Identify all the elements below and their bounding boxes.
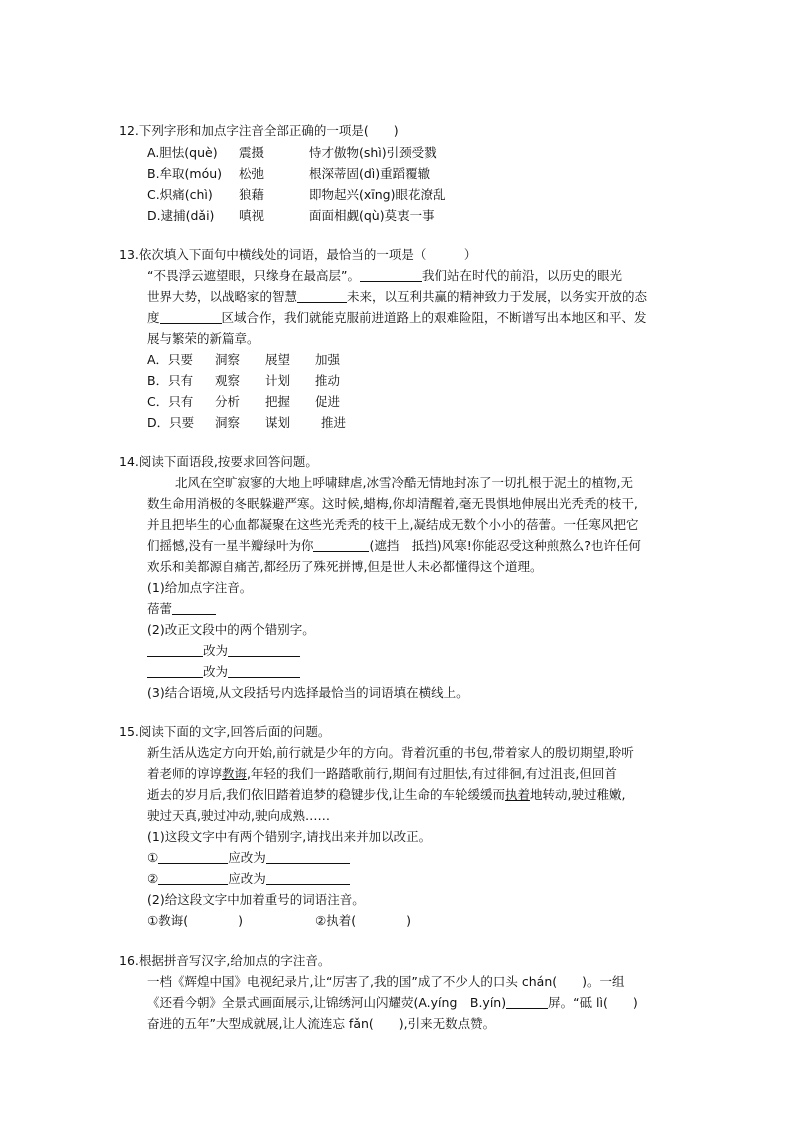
q13-option-word: 加强 (315, 352, 341, 367)
q15-passage-line (147, 787, 625, 803)
q13-option-word: 推进 (321, 415, 347, 430)
q15-sub1-answer-1 (147, 850, 350, 866)
q15-passage-line (147, 766, 617, 782)
q15-passage-line: 驶过天真,驶过冲动,驶向成熟…… (147, 808, 330, 823)
q13-passage-line: 展与繁荣的新篇章。 (147, 331, 260, 346)
q13-passage-line (147, 310, 647, 326)
q15-correct-blank-1[interactable] (266, 850, 350, 864)
q14-sub1-answer (147, 601, 216, 617)
q12-option-b-word2: 松弛 (239, 166, 265, 181)
q14-correct-blank-1[interactable] (228, 643, 300, 657)
q12-option-a-word3: 恃才傲物(shì)引颈受戮 (309, 145, 437, 160)
q14-change-label: 改为 (203, 643, 229, 658)
q15-sub2: (2)给这段文字中加着重号的词语注音。 (147, 892, 365, 907)
q14-passage-line: 欢乐和美都源自痛苦,都经历了殊死拼博,但是世人未必都懂得这个道理。 (147, 559, 543, 574)
q14-sub1-blank[interactable] (172, 601, 216, 615)
q15-emphasis-word-2: 执着 (504, 787, 530, 802)
q16-text: 屏。“砥 lì( ) (548, 995, 638, 1010)
q13-text: 未来，以互利共赢的精神致力于发展，以务实开放的态 (347, 289, 648, 304)
q13-stem: 13.依次填入下面句中横线处的词语，最恰当的一项是（ ） (119, 247, 477, 262)
q13-option-a (147, 352, 340, 368)
q14-correct-blank-2[interactable] (228, 664, 300, 678)
q13-blank-2[interactable] (297, 289, 347, 303)
q13-option-word: 推动 (315, 373, 341, 388)
q15-wrong-blank-2[interactable] (158, 871, 228, 885)
q12-option-d-word: D.逮捕(dǎi) (147, 208, 215, 223)
q15-circle-1: ① (147, 850, 159, 865)
q13-text: “不畏浮云遮望眼，只缘身在最高层”。 (147, 268, 360, 283)
q16-passage-line: 一档《辉煌中国》电视纪录片,让“厉害了,我的国”成了不少人的口头 chán( )。一组 (147, 974, 625, 989)
q13-blank-1[interactable] (360, 268, 422, 282)
q13-option-word: 洞察 (215, 352, 241, 367)
q16-choice-blank[interactable] (506, 995, 548, 1009)
q13-option-word: C．只有 (147, 394, 194, 409)
q12-option-d-word2: 嗔视 (239, 208, 265, 223)
q13-option-word: 谋划 (265, 415, 291, 430)
q15-correct-blank-2[interactable] (266, 871, 350, 885)
q12-option-a-word2: 震摄 (239, 145, 265, 160)
q13-text: 区域合作，我们就能克服前进道路上的艰难险阻，不断谱写出本地区和平、发 (221, 310, 647, 325)
q13-text: 世界大势，以战略家的智慧 (147, 289, 298, 304)
q16-passage-line (147, 995, 638, 1011)
q13-option-word: D．只要 (147, 415, 195, 430)
q12-option-c-word: C.炽痛(chì) (147, 187, 213, 202)
q14-sub2-answer-2 (147, 664, 300, 680)
q15-text: 着老师的谆谆 (147, 766, 223, 781)
q14-text: 们摇憾,没有一星半瓣绿叶为你 (147, 538, 314, 553)
q14-wrong-blank-1[interactable] (147, 643, 203, 657)
q14-sub1-word: 蓓蕾 (147, 601, 173, 616)
q13-option-word: 观察 (215, 373, 241, 388)
q12-option-d-word3: 面面相觑(qù)莫衷一事 (309, 208, 435, 223)
q14-wrong-blank-2[interactable] (147, 664, 203, 678)
q15-sub2-answers (147, 913, 411, 929)
q13-option-word: A．只要 (147, 352, 194, 367)
q13-option-word: 洞察 (215, 415, 241, 430)
q14-sub3: (3)结合语境,从文段括号内选择最恰当的词语填在横线上。 (147, 685, 469, 700)
q12-option-a (147, 145, 437, 161)
q15-text: 逝去的岁月后,我们依旧踏着追梦的稳键步伐,让生命的车轮缓缓而 (147, 787, 505, 802)
q13-passage-line (147, 268, 622, 284)
q14-sub1: (1)给加点字注音。 (147, 580, 253, 595)
q14-change-label: 改为 (203, 664, 229, 679)
q12-option-d (147, 208, 435, 224)
q15-stem: 15.阅读下面的文字,回答后面的问题。 (119, 724, 331, 739)
q13-option-b (147, 373, 340, 389)
q13-option-word: 计划 (265, 373, 291, 388)
q12-option-a-word: A.胆怯(què) (147, 145, 218, 160)
q15-sub1-answer-2 (147, 871, 350, 887)
q15-change-label: 应改为 (228, 850, 266, 865)
q13-option-word: 展望 (265, 352, 291, 367)
q15-passage-line: 新生活从选定方向开始,前行就是少年的方向。背着沉重的书包,带着家人的殷切期望,聆听 (147, 745, 634, 760)
q14-sub2-answer-1 (147, 643, 300, 659)
q12-stem: 12.下列字形和加点字注音全部正确的一项是( ) (119, 123, 399, 138)
q12-option-b-word: B.牟取(móu) (147, 166, 223, 181)
q13-text: 我们站在时代的前沿，以历史的眼光 (421, 268, 622, 283)
q15-pinyin-answer-2[interactable]: ②执着( ) (315, 913, 411, 928)
q15-text: ,年轻的我们一路踏歌前行,期间有过胆怯,有过徘徊,有过沮丧,但回首 (247, 766, 617, 781)
q13-passage-line (147, 289, 647, 305)
q13-text: 度 (147, 310, 160, 325)
q14-word-blank[interactable] (313, 538, 369, 552)
q12-option-b (147, 166, 430, 182)
q12-option-c-word2: 狼藉 (239, 187, 265, 202)
q13-option-word: 促进 (315, 394, 341, 409)
q12-option-c (147, 187, 445, 203)
q14-stem: 14.阅读下面语段,按要求回答问题。 (119, 454, 318, 469)
q13-blank-3[interactable] (160, 310, 222, 324)
q16-stem: 16.根据拼音写汉字,给加点的字注音。 (119, 953, 331, 968)
q14-passage-line: 北风在空旷寂寥的大地上呼啸肆虐,冰雪冷酷无情地封冻了一切扎根于泥土的植物,无 (175, 475, 633, 490)
q15-change-label: 应改为 (228, 871, 266, 886)
q13-option-d (147, 415, 346, 431)
q15-pinyin-answer-1[interactable]: ①教诲( ) (147, 913, 243, 928)
q12-option-c-word3: 即物起兴(xīng)眼花潦乱 (309, 187, 446, 202)
q16-text: 《还看今朝》全景式画面展示,让锦绣河山闪耀荧(A.yíng B.yín) (147, 995, 507, 1010)
q12-option-b-word3: 根深蒂固(dì)重蹈覆辙 (309, 166, 431, 181)
q15-text: 地转动,驶过稚嫩, (529, 787, 626, 802)
q15-wrong-blank-1[interactable] (158, 850, 228, 864)
q13-option-word: 分析 (215, 394, 241, 409)
q14-passage-line: 数生命用消极的冬眠躲避严寒。这时候,蜡梅,你却清醒着,毫无畏惧地伸展出光秃秃的枝干, (147, 496, 638, 511)
q14-text: (遮挡 抵挡)风寒!你能忍受这种煎熬么?也许任何 (369, 538, 641, 553)
q13-option-c (147, 394, 340, 410)
q14-passage-line: 并且把毕生的心血都凝聚在这些光秃秃的枝干上,凝结成无数个小小的蓓蕾。一任寒风把它 (147, 517, 639, 532)
q15-sub1: (1)这段文字中有两个错别字,请找出来并加以改正。 (147, 829, 432, 844)
q13-option-word: 把握 (265, 394, 291, 409)
q14-passage-line (147, 538, 641, 554)
q16-passage-line: 奋进的五年”大型成就展,让人流连忘 fǎn( ),引来无数点赞。 (147, 1016, 496, 1031)
q14-sub2: (2)改正文段中的两个错别字。 (147, 622, 315, 637)
q13-option-word: B．只有 (147, 373, 194, 388)
q15-emphasis-word-1: 教诲 (222, 766, 248, 781)
q15-circle-2: ② (147, 871, 159, 886)
